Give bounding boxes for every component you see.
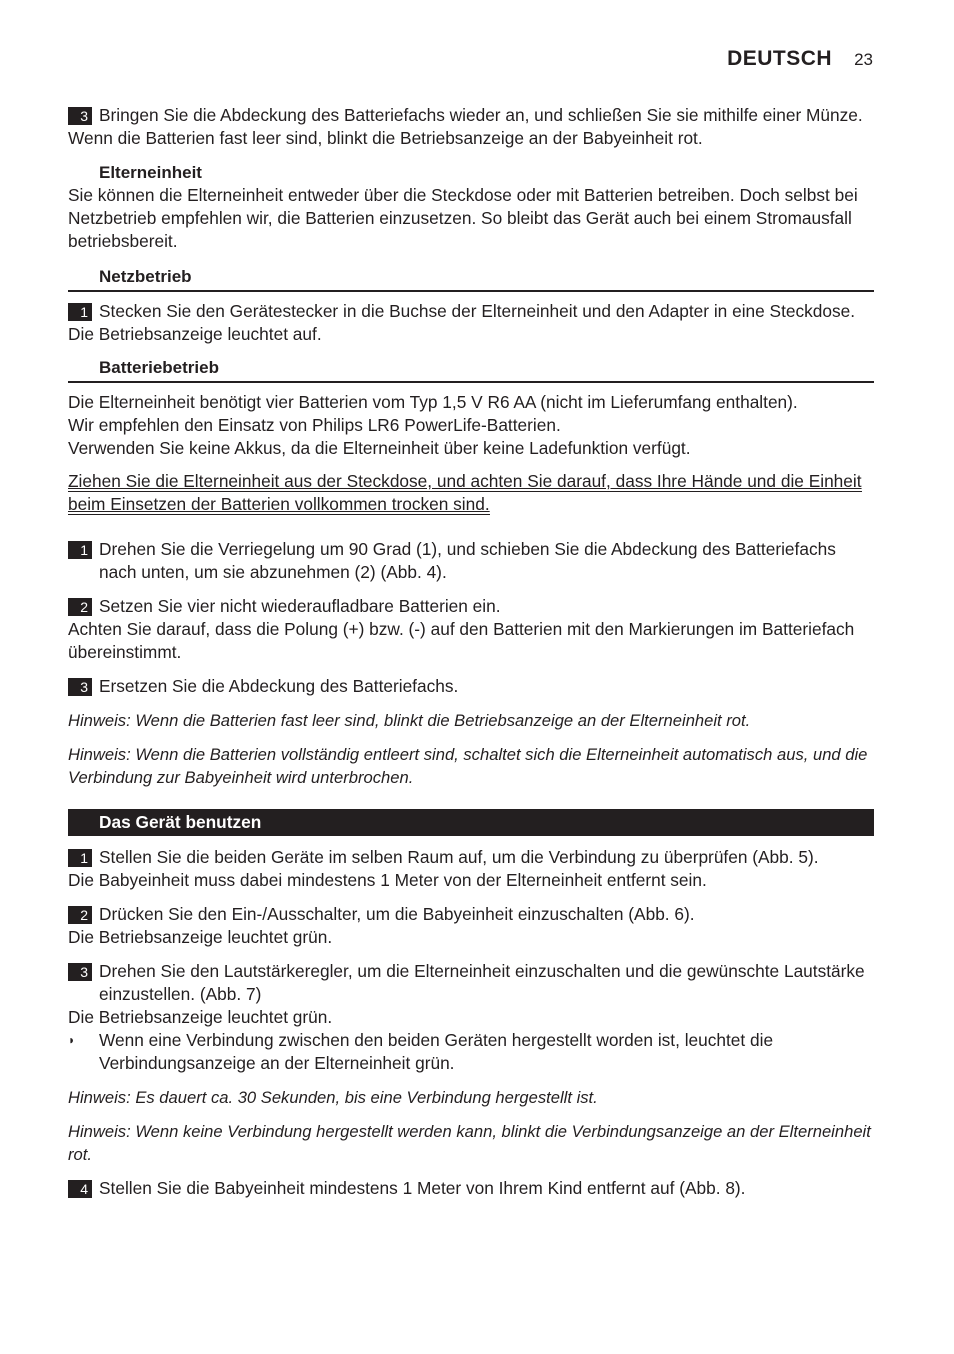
warning-box <box>68 470 874 516</box>
subheading-batteriebetrieb: Batteriebetrieb <box>68 356 874 383</box>
bullet-text: Wenn eine Verbindung zwischen den beiden Geräten hergestellt worden ist, leuchtet die Verbindungsanzeige an der Elterneinheit grün. <box>99 1030 774 1073</box>
step-1-same-room <box>68 846 874 869</box>
step-number: 3 <box>68 678 92 696</box>
result-text: Die Betriebsanzeige leuchtet auf. <box>68 324 322 344</box>
step-number: 4 <box>68 1180 92 1198</box>
note-battery-empty: Hinweis: Wenn die Batterien vollständig entleert sind, schaltet sich die Elterneinheit automatisch aus, und die Verbindung zur Babyeinheit wird unterbrochen. <box>68 745 868 787</box>
step-text: Drehen Sie die Verriegelung um 90 Grad (1), und schieben Sie die Abdeckung des Batteriefachs nach unten, um sie abzunehmen (2) (Abb. 4). <box>99 539 836 582</box>
no-rechargeable-text: Verwenden Sie keine Akkus, da die Elterneinheit über keine Ladefunktion verfügt. <box>68 438 691 458</box>
step-text: Drehen Sie den Lautstärkeregler, um die Elterneinheit einzuschalten und die gewünschte Lautstärke einzustellen. (Abb. 7) <box>99 961 865 1004</box>
distance-text: Die Babyeinheit muss dabei mindestens 1 Meter von der Elterneinheit entfernt sein. <box>68 870 707 890</box>
warning-text: Ziehen Sie die Elterneinheit aus der Steckdose, und achten Sie darauf, dass Ihre Hände und die Einheit beim Einsetzen der Batterien vollkommen trocken sind. <box>68 471 862 514</box>
step-text: Ersetzen Sie die Abdeckung des Batteriefachs. <box>99 676 459 696</box>
note-connection-time: Hinweis: Es dauert ca. 30 Sekunden, bis eine Verbindung hergestellt ist. <box>68 1088 598 1107</box>
note-no-connection: Hinweis: Wenn keine Verbindung hergestellt werden kann, blinkt die Verbindungsanzeige an der Elterneinheit rot. <box>68 1122 871 1164</box>
step-text: Stecken Sie den Gerätestecker in die Buchse der Elterneinheit und den Adapter in eine Steckdose. <box>99 301 856 321</box>
result-text: Die Betriebsanzeige leuchtet grün. <box>68 927 333 947</box>
step-1-open-cover <box>68 538 874 584</box>
step-3-volume-dial <box>68 960 874 1006</box>
section-heading-using-device: Das Gerät benutzen <box>68 809 874 836</box>
note-battery-low: Hinweis: Wenn die Batterien fast leer sind, blinkt die Betriebsanzeige an der Elterneinheit rot. <box>68 711 751 730</box>
polarity-text: Achten Sie darauf, dass die Polung (+) bzw. (-) auf den Batterien mit den Markierungen im Batteriefach übereinstimmt. <box>68 619 855 662</box>
step-number: 1 <box>68 303 92 321</box>
subheading-netzbetrieb: Netzbetrieb <box>68 265 874 292</box>
step-number: 1 <box>68 849 92 867</box>
step-number: 3 <box>68 963 92 981</box>
step-text: Setzen Sie vier nicht wiederaufladbare Batterien ein. <box>99 596 501 616</box>
language-label: DEUTSCH <box>727 47 833 70</box>
paragraph-battery-info <box>68 391 874 460</box>
step-3-replace-cover <box>68 104 874 127</box>
subheading-elterneinheit: Elterneinheit <box>99 163 202 182</box>
page-header <box>727 47 873 71</box>
battery-type-text: Die Elterneinheit benötigt vier Batterien vom Typ 1,5 V R6 AA (nicht im Lieferumfang enthalten). <box>68 392 798 412</box>
result-text: Wenn die Batterien fast leer sind, blinkt die Betriebsanzeige an der Babyeinheit rot. <box>68 128 703 148</box>
battery-recommend-text: Wir empfehlen den Einsatz von Philips LR6 PowerLife-Batterien. <box>68 415 561 435</box>
step-1-plug-in <box>68 300 874 323</box>
bullet-link-indicator <box>68 1029 874 1075</box>
step-text: Bringen Sie die Abdeckung des Batteriefachs wieder an, und schließen Sie sie mithilfe einer Münze. <box>99 105 863 125</box>
step-number: 3 <box>68 107 92 125</box>
step-number: 2 <box>68 906 92 924</box>
step-number: 2 <box>68 598 92 616</box>
bullet-arrow-icon: ◗ <box>68 1033 76 1047</box>
step-number: 1 <box>68 541 92 559</box>
page-number: 23 <box>854 50 873 69</box>
step-2-insert-batteries <box>68 595 874 618</box>
result-text: Die Betriebsanzeige leuchtet grün. <box>68 1007 333 1027</box>
step-4-placement <box>68 1177 874 1200</box>
page-content <box>68 104 874 1200</box>
step-text: Drücken Sie den Ein-/Ausschalter, um die Babyeinheit einzuschalten (Abb. 6). <box>99 904 695 924</box>
paragraph-power-options: Sie können die Elterneinheit entweder über die Steckdose oder mit Batterien betreiben. Doch selbst bei Netzbetrieb empfehlen wir, die Batterien einzusetzen. So bleibt das Gerät auch bei einem Stromausfall betriebsbereit. <box>68 185 858 251</box>
step-3-close-cover <box>68 675 874 698</box>
step-text: Stellen Sie die Babyeinheit mindestens 1 Meter von Ihrem Kind entfernt auf (Abb. 8). <box>99 1178 746 1198</box>
step-text: Stellen Sie die beiden Geräte im selben Raum auf, um die Verbindung zu überprüfen (Abb. 5). <box>99 847 819 867</box>
step-2-power-switch <box>68 903 874 926</box>
